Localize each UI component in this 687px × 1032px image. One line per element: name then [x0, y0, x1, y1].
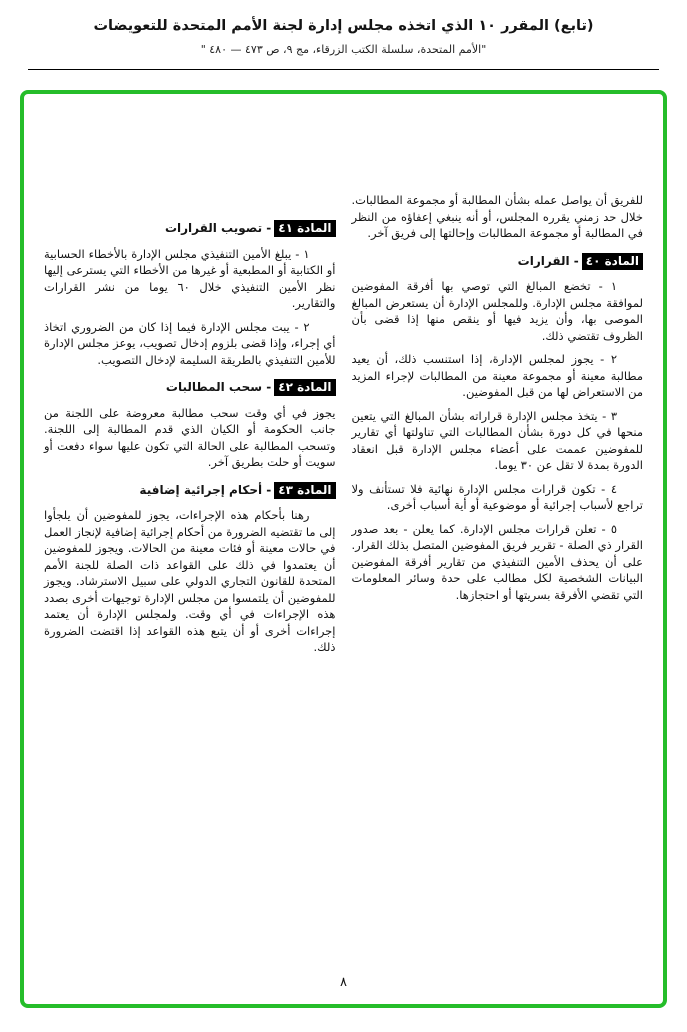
article-40-paragraph-1: ١ - تخضع المبالغ التي توصي بها أفرقة المفوضين لموافقة مجلس الإدارة. وللمجلس الإدارة أن يستعرض المبالغ الموصى بها، وأن يزيد فيها أو ينقص منها إذا قضى بأن الظروف تقتضي ذلك.: [351, 279, 643, 343]
page-number: ٨: [340, 975, 347, 990]
article-42-label: المادة ٤٢: [274, 379, 335, 396]
article-43-paragraph-1: رهنا بأحكام هذه الإجراءات، يجوز للمفوضين أن يلجأوا إلى ما تقتضيه الضرورة من أحكام إجرائية إضافية لإنجاز العمل في حالات معينة أو فئات معينة من الحالات. ويجوز للمفوضين أن يعتمدوا في ذلك على القواعد ذات الصلة للجنة الأمم المتحدة للقانون التجاري الدولي على سبيل الاسترشاد. ويجوز للمفوضين أن يلتمسوا من مجلس الإدارة توجيهات أخرى بصدد هذه الإجراءات في أي وقت. ولمجلس الإدارة أن يعتمد إجراءات أخرى أو أن يتبع هذه القواعد إذا اقتضت الضرورة ذلك.: [44, 508, 336, 654]
column-left: [44, 192, 336, 663]
article-40-paragraph-5: ٥ - تعلن قرارات مجلس الإدارة. كما يعلن - بعد صدور القرار ذي الصلة - تقرير فريق المفوضين المتصل بذلك القرار. على أن يحذف الأمين التنفيذي من تقارير أفرقة المفوضين البيانات الشخصية لكل مطالب على حدة وسائر المعلومات التي تقضي الأفرقة بسريتها أو احتجازها.: [351, 521, 643, 602]
article-42-heading: [44, 379, 336, 396]
two-column-layout: [24, 94, 663, 663]
document-title: (تابع) المقرر ١٠ الذي اتخذه مجلس إدارة لجنة الأمم المتحدة للتعويضات: [93, 18, 594, 34]
article-40-title: - القرارات: [517, 253, 579, 268]
article-42-title: - سحب المطالبات: [165, 380, 272, 394]
article-40-paragraph-4: ٤ - تكون قرارات مجلس الإدارة نهائية فلا تستأنف ولا تراجع لأسباب إجرائية أو موضوعية أو أية أسباب أخرى.: [351, 481, 643, 512]
article-40-paragraph-3: ٣ - يتخذ مجلس الإدارة قراراته بشأن المبالغ التي يتعين منحها في كل دورة بشأن المطالبات التي تناولتها أي تقارير للمفوضين عممت على أعضاء مجلس الإدارة قبل انعقاد الدورة بمدة لا تقل عن ٣٠ يوما.: [351, 408, 643, 472]
document-header: [0, 0, 687, 56]
article-40-label: المادة ٤٠: [582, 253, 643, 270]
content-frame: [20, 90, 667, 1008]
article-41-heading: [44, 220, 336, 237]
article-41-paragraph-2: ٢ - يبت مجلس الإدارة فيما إذا كان من الضروري اتخاذ أي إجراء، وإذا قضى بلزوم إدخال تصويب، يوعز مجلس الإدارة للأمين التنفيذي بالطريقة السليمة لإدخال التصويب.: [44, 319, 336, 367]
article-40-heading: [352, 253, 644, 270]
article-43-heading: [44, 482, 336, 499]
article-43-title: - أحكام إجرائية إضافية: [139, 482, 272, 497]
document-source-line: "الأمم المتحدة، سلسلة الكتب الزرقاء، مج ٩، ص ٤٧٣ — ٤٨٠ ": [200, 43, 487, 56]
article-40-paragraph-2: ٢ - يجوز لمجلس الإدارة، إذا استنسب ذلك، أن يعيد مطالبة معينة أو مجموعة معينة من المطالبات لإجراء المزيد من الاستعراض لها من قبل المفوضين.: [351, 352, 643, 399]
continued-paragraph: للفريق أن يواصل عمله بشأن المطالبة أو مجموعة المطالبات. خلال حد زمني يقرره المجلس، أو أنه ينبغي إعفاؤه من النظر في المطالبة أو مجموعة المطالبات وإحالتها إلى فريق آخر.: [351, 193, 643, 240]
article-41-paragraph-1: ١ - يبلغ الأمين التنفيذي مجلس الإدارة بالأخطاء الحسابية أو الكتابية أو المطبعية أو غيرها من الأخطاء التي يسترعى إليها نظر الأمين التنفيذي خلال ٦٠ يوما من نشر القرارات والتقارير.: [44, 246, 336, 310]
column-right: [352, 192, 644, 663]
article-41-label: المادة ٤١: [274, 220, 335, 237]
header-divider: [28, 69, 659, 70]
article-41-title: - تصويب القرارات: [164, 221, 272, 235]
article-42-paragraph-1: يجوز في أي وقت سحب مطالبة معروضة على اللجنة من جانب الحكومة أو الكيان الذي قدم المطالبة إلى اللجنة. وتسحب المطالبة على الحالة التي تكون عليها سواء دفعت أو سويت أو حلت بطريق آخر.: [44, 405, 336, 469]
article-43-label: المادة ٤٣: [274, 482, 335, 499]
